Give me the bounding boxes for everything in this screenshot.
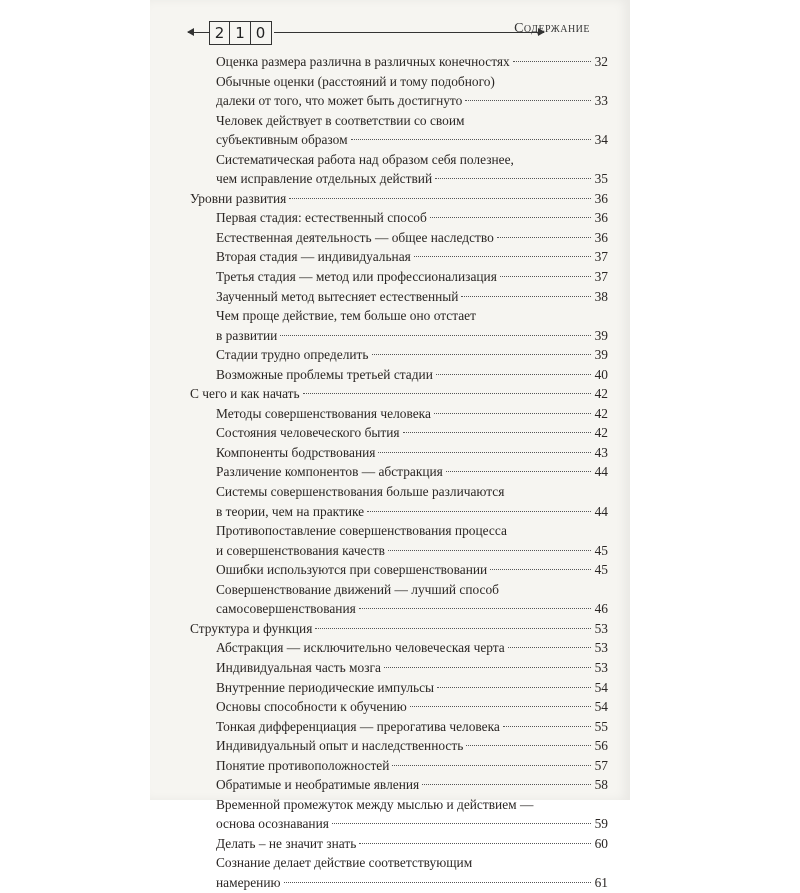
toc-item[interactable] bbox=[190, 443, 608, 463]
page-number-digit: 1 bbox=[229, 21, 251, 45]
dot-leader bbox=[303, 393, 591, 394]
toc-item[interactable] bbox=[190, 365, 608, 385]
toc-item[interactable] bbox=[190, 306, 608, 345]
dot-leader bbox=[367, 511, 591, 512]
toc-page-number: 55 bbox=[594, 718, 608, 734]
toc-page-number: 53 bbox=[594, 640, 608, 656]
toc-page-number: 59 bbox=[594, 816, 608, 832]
toc-item-title: Индивидуальная часть мозга bbox=[216, 659, 381, 675]
toc-item[interactable] bbox=[190, 423, 608, 443]
toc-page-number: 42 bbox=[594, 425, 608, 441]
toc-item-title: Различение компонентов — абстракция bbox=[216, 464, 443, 480]
page-number-digit: 0 bbox=[250, 21, 272, 45]
toc-item[interactable] bbox=[190, 52, 608, 72]
dot-leader bbox=[461, 296, 591, 297]
toc-item-title-line: Противопоставление совершенствования процесса bbox=[216, 523, 507, 539]
toc-item-title: Ошибки используются при совершенствовании bbox=[216, 562, 488, 578]
toc-page-number: 33 bbox=[594, 93, 608, 109]
toc-item-title: Заученный метод вытесняет естественный bbox=[216, 288, 459, 304]
table-of-contents bbox=[190, 52, 608, 893]
toc-item-title: Обратимые и необратимые явления bbox=[216, 777, 420, 793]
toc-item-title: Основы способности к обучению bbox=[216, 699, 407, 715]
toc-item[interactable] bbox=[190, 208, 608, 228]
toc-item-title: Стадии трудно определить bbox=[216, 347, 369, 363]
toc-page-number: 45 bbox=[594, 562, 608, 578]
toc-item-title: в развитии bbox=[216, 327, 278, 343]
toc-item[interactable] bbox=[190, 72, 608, 111]
dot-leader bbox=[289, 198, 591, 199]
toc-page-number: 46 bbox=[594, 601, 608, 617]
dot-leader bbox=[513, 61, 591, 62]
toc-item-title: Естественная деятельность — общее наследство bbox=[216, 229, 494, 245]
toc-page-number: 44 bbox=[594, 464, 608, 480]
toc-item[interactable] bbox=[190, 404, 608, 424]
dot-leader bbox=[372, 354, 591, 355]
toc-page-number: 39 bbox=[594, 347, 608, 363]
toc-item-title: С чего и как начать bbox=[190, 386, 300, 402]
dot-leader bbox=[503, 726, 591, 727]
toc-page-number: 54 bbox=[594, 699, 608, 715]
toc-item[interactable] bbox=[190, 775, 608, 795]
toc-page-number: 43 bbox=[594, 444, 608, 460]
toc-item[interactable] bbox=[190, 658, 608, 678]
toc-page-number: 36 bbox=[594, 229, 608, 245]
toc-page-number: 42 bbox=[594, 386, 608, 402]
toc-page-number: 53 bbox=[594, 659, 608, 675]
dot-leader bbox=[392, 765, 591, 766]
toc-item-title-line: Обычные оценки (расстояний и тому подобного) bbox=[216, 73, 495, 89]
dot-leader bbox=[378, 452, 591, 453]
toc-page-number: 38 bbox=[594, 288, 608, 304]
toc-item-title-line: Систематическая работа над образом себя полезнее, bbox=[216, 151, 514, 167]
toc-item-title: Структура и функция bbox=[190, 620, 313, 636]
toc-page-number: 44 bbox=[594, 503, 608, 519]
toc-page-number: 36 bbox=[594, 210, 608, 226]
toc-item[interactable] bbox=[190, 482, 608, 521]
toc-item-title-line: Системы совершенствования больше различаются bbox=[216, 484, 505, 500]
toc-page-number: 40 bbox=[594, 366, 608, 382]
dot-leader bbox=[410, 706, 591, 707]
toc-item[interactable] bbox=[190, 111, 608, 150]
toc-item-title: Делать – не значит знать bbox=[216, 835, 357, 851]
page-number bbox=[210, 21, 272, 43]
toc-item-title: Понятие противоположностей bbox=[216, 757, 390, 773]
dot-leader bbox=[465, 100, 591, 101]
toc-item-title-line: Чем проще действие, тем больше оно отстает bbox=[216, 308, 476, 324]
dot-leader bbox=[414, 256, 591, 257]
toc-item-title: Состояния человеческого бытия bbox=[216, 425, 400, 441]
dot-leader bbox=[359, 843, 591, 844]
dot-leader bbox=[284, 882, 591, 883]
toc-item-title: Тонкая дифференциация — прерогатива человека bbox=[216, 718, 500, 734]
toc-page-number: 35 bbox=[594, 171, 608, 187]
toc-item[interactable] bbox=[190, 150, 608, 189]
dot-leader bbox=[351, 139, 591, 140]
toc-item[interactable] bbox=[190, 560, 608, 580]
toc-item[interactable] bbox=[190, 834, 608, 854]
toc-item[interactable] bbox=[190, 580, 608, 619]
toc-chapter[interactable] bbox=[190, 384, 608, 404]
toc-item-title-line: Человек действует в соответствии со своим bbox=[216, 112, 465, 128]
toc-page-number: 37 bbox=[594, 269, 608, 285]
dot-leader bbox=[497, 237, 591, 238]
page-header bbox=[188, 18, 608, 48]
toc-chapter[interactable] bbox=[190, 189, 608, 209]
dot-leader bbox=[332, 823, 591, 824]
dot-leader bbox=[315, 628, 591, 629]
toc-item-title: Вторая стадия — индивидуальная bbox=[216, 249, 411, 265]
toc-item[interactable] bbox=[190, 756, 608, 776]
toc-item-title: Оценка размера различна в различных конечностях bbox=[216, 54, 510, 69]
toc-page-number: 42 bbox=[594, 405, 608, 421]
toc-item[interactable] bbox=[190, 247, 608, 267]
toc-page-number: 37 bbox=[594, 249, 608, 265]
toc-item-title: Третья стадия — метод или профессионализация bbox=[216, 269, 497, 285]
toc-item[interactable] bbox=[190, 521, 608, 560]
dot-leader bbox=[403, 432, 591, 433]
dot-leader bbox=[436, 374, 591, 375]
toc-page-number: 39 bbox=[594, 327, 608, 343]
toc-item[interactable] bbox=[190, 717, 608, 737]
page-number-digit: 2 bbox=[209, 21, 231, 45]
toc-item-title: в теории, чем на практике bbox=[216, 503, 365, 519]
toc-item-title-line: Совершенствование движений — лучший способ bbox=[216, 581, 499, 597]
toc-item-title: далеки от того, что может быть достигнуто bbox=[216, 93, 463, 109]
toc-page-number: 61 bbox=[594, 874, 608, 890]
toc-item[interactable] bbox=[190, 795, 608, 834]
dot-leader bbox=[280, 335, 591, 336]
dot-leader bbox=[384, 667, 591, 668]
toc-item-title: Внутренние периодические импульсы bbox=[216, 679, 435, 695]
toc-page-number: 53 bbox=[594, 620, 608, 636]
toc-item[interactable] bbox=[190, 228, 608, 248]
dot-leader bbox=[508, 647, 591, 648]
toc-page-number: 36 bbox=[594, 190, 608, 206]
dot-leader bbox=[359, 608, 591, 609]
dot-leader bbox=[466, 745, 591, 746]
toc-item[interactable] bbox=[190, 678, 608, 698]
toc-item[interactable] bbox=[190, 736, 608, 756]
toc-item-title: самосовершенствования bbox=[216, 601, 356, 617]
toc-page-number: 57 bbox=[594, 757, 608, 773]
toc-item-title: Абстракция — исключительно человеческая черта bbox=[216, 640, 505, 656]
toc-item-title: Уровни развития bbox=[190, 190, 287, 206]
toc-page-number: 32 bbox=[594, 54, 608, 69]
dot-leader bbox=[490, 569, 591, 570]
toc-item-title-line: Сознание делает действие соответствующим bbox=[216, 855, 473, 871]
toc-chapter[interactable] bbox=[190, 619, 608, 639]
toc-page-number: 58 bbox=[594, 777, 608, 793]
toc-item[interactable] bbox=[190, 853, 608, 892]
toc-page-number: 60 bbox=[594, 835, 608, 851]
toc-item[interactable] bbox=[190, 462, 608, 482]
left-arrow-icon bbox=[188, 32, 210, 33]
toc-item[interactable] bbox=[190, 638, 608, 658]
toc-page-number: 54 bbox=[594, 679, 608, 695]
toc-item-title: Возможные проблемы третьей стадии bbox=[216, 366, 433, 382]
toc-item-title: основа осознавания bbox=[216, 816, 329, 832]
toc-page-number: 34 bbox=[594, 132, 608, 148]
toc-item-title: Индивидуальный опыт и наследственность bbox=[216, 738, 464, 754]
dot-leader bbox=[446, 471, 591, 472]
dot-leader bbox=[435, 178, 591, 179]
toc-item-title: Первая стадия: естественный способ bbox=[216, 210, 427, 226]
dot-leader bbox=[500, 276, 591, 277]
dot-leader bbox=[434, 413, 591, 414]
toc-item-title: намерению bbox=[216, 874, 281, 890]
toc-item-title: Методы совершенствования человека bbox=[216, 405, 431, 421]
dot-leader bbox=[388, 550, 591, 551]
toc-item-title: субъективным образом bbox=[216, 132, 348, 148]
dot-leader bbox=[437, 687, 591, 688]
toc-page-number: 56 bbox=[594, 738, 608, 754]
toc-item-title: Компоненты бодрствования bbox=[216, 444, 376, 460]
toc-item[interactable] bbox=[190, 287, 608, 307]
toc-page-number: 45 bbox=[594, 542, 608, 558]
toc-item[interactable] bbox=[190, 697, 608, 717]
toc-item-title-line: Временной промежуток между мыслью и действием — bbox=[216, 796, 534, 812]
toc-item[interactable] bbox=[190, 267, 608, 287]
dot-leader bbox=[422, 784, 591, 785]
section-title: Содержание bbox=[514, 21, 590, 36]
toc-item-title: чем исправление отдельных действий bbox=[216, 171, 433, 187]
toc-item[interactable] bbox=[190, 345, 608, 365]
toc-item-title: и совершенствования качеств bbox=[216, 542, 385, 558]
right-arrow-icon bbox=[274, 32, 544, 33]
dot-leader bbox=[430, 217, 591, 218]
